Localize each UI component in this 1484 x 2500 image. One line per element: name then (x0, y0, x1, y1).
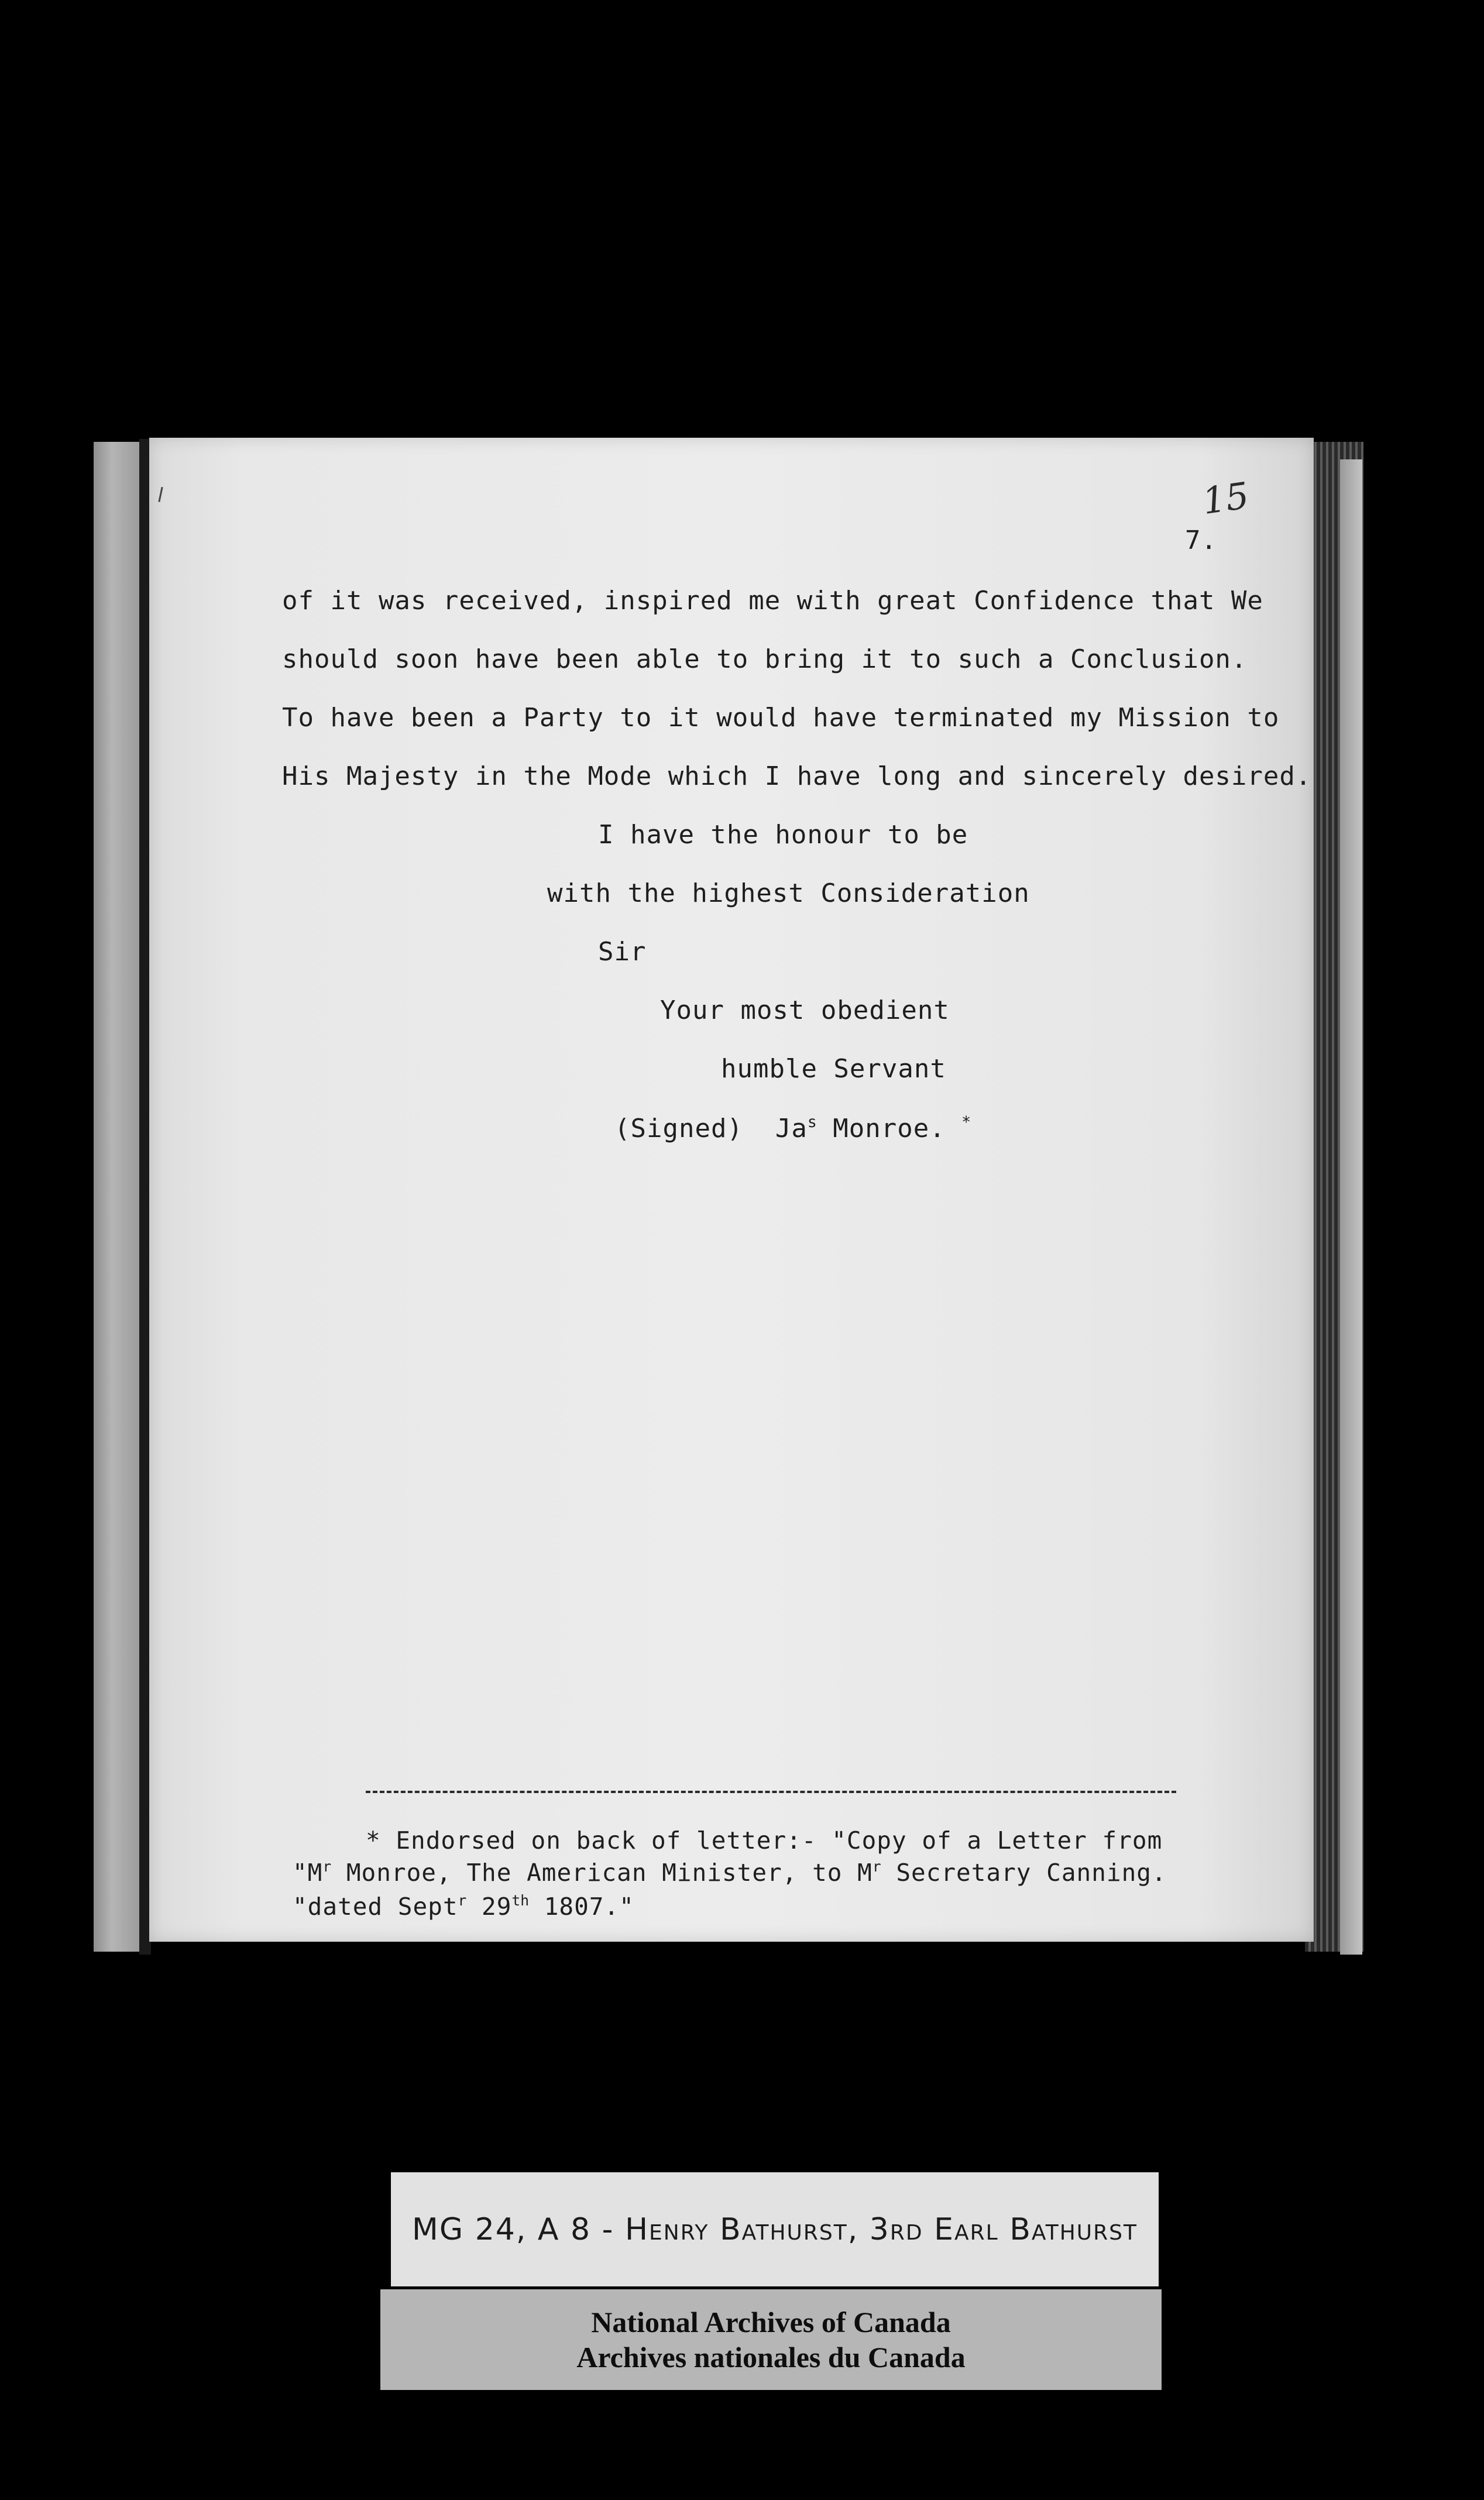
footnote-sup-2b: r (872, 1858, 881, 1875)
footnote-line-2 (293, 1860, 1167, 1885)
footnote-text-2b: Monroe, The American Minister, to M (331, 1858, 872, 1887)
collection-label (391, 2172, 1159, 2286)
footnote-sup-2a: r (322, 1858, 332, 1875)
archive-name-french: Archives nationales du Canada (576, 2341, 966, 2374)
signature-line (614, 1115, 971, 1142)
footnote-text-3a: "dated Sept (293, 1892, 458, 1921)
body-line-4: His Majesty in the Mode which I have long and sincerely desired. (282, 761, 1312, 791)
signature-name-prefix: Ja (775, 1114, 808, 1144)
closing-salutation: Sir (598, 937, 647, 967)
signature-asterisk: * (961, 1113, 971, 1131)
signed-label: (Signed) (614, 1114, 743, 1144)
facing-page-edge (94, 442, 139, 1952)
archive-name-english: National Archives of Canada (591, 2306, 951, 2338)
signature-name: Monroe. (816, 1114, 946, 1144)
footnote-sup-3b: th (511, 1892, 530, 1909)
handwritten-folio-number: 15 (1200, 473, 1252, 523)
archive-label (380, 2289, 1162, 2390)
closing-consideration: with the highest Consideration (547, 878, 1030, 908)
footnote-line-1 (366, 1826, 1163, 1855)
collection-reference: MG 24, A 8 - Henry Bathurst, 3rd Earl Bathurst (412, 2211, 1138, 2247)
footnote-text-1: Endorsed on back of letter:- "Copy of a Letter from (380, 1826, 1163, 1855)
footnote-text-2c: Secretary Canning. (881, 1858, 1167, 1887)
closing-servant: humble Servant (721, 1054, 946, 1084)
body-line-1: of it was received, inspired me with great Confidence that We (282, 586, 1263, 616)
closing-obedient: Your most obedient (660, 995, 950, 1025)
footnote-text-2a: "M (293, 1858, 323, 1887)
footnote-line-3 (293, 1894, 634, 1919)
footnote-text-3b: 29 (466, 1892, 512, 1921)
footnote-marker: * (366, 1826, 381, 1855)
body-line-3: To have been a Party to it would have terminated my Mission to (282, 703, 1280, 733)
body-line-2: should soon have been able to bring it to such a Conclusion. (282, 644, 1248, 674)
typed-page-number: 7. (1185, 526, 1217, 555)
footnote-sup-3a: r (458, 1892, 467, 1909)
page-stack-highlight (1340, 459, 1362, 1955)
footnote-text-3c: 1807." (529, 1892, 634, 1921)
signature-name-superscript: s (807, 1113, 817, 1131)
footnote-divider (366, 1791, 1176, 1793)
closing-honour: I have the honour to be (598, 820, 968, 850)
